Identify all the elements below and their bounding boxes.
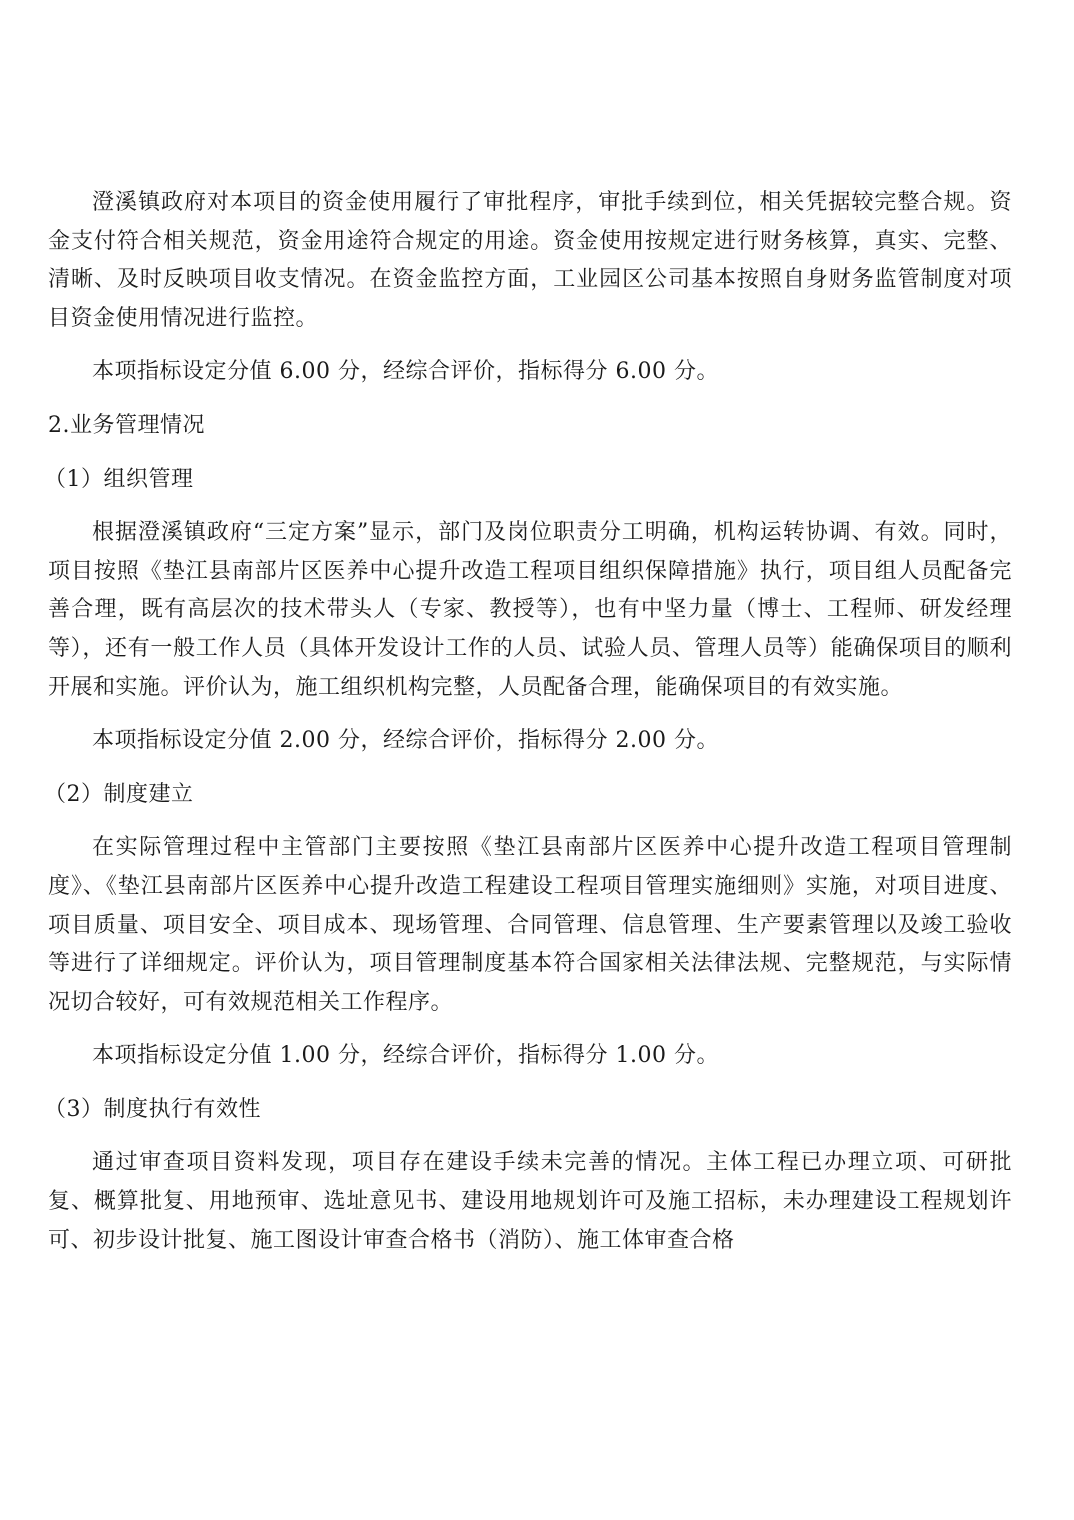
score-line-system-establishment: 本项指标设定分值 1.00 分，经综合评价，指标得分 1.00 分。: [92, 1043, 719, 1069]
paragraph-system-establishment: 在实际管理过程中主管部门主要按照《垫江县南部片区医养中心提升改造工程项目管理制度》、《垫江县南部片区医养中心提升改造工程建设工程项目管理实施细则》实施，对项目进度、项目质量、项目安全、项目成本、现场管理、合同管理、信息管理、生产要素管理以及竣工验收等进行了详细规定。评价认为，项目管理制度基本符合国家相关法律法规、完整规范，与实际情况切合较好，可有效规范相关工作程序。: [48, 835, 1012, 1015]
score-line-fund-usage: 本项指标设定分值 6.00 分，经综合评价，指标得分 6.00 分。: [92, 359, 719, 385]
paragraph-system-execution: 通过审查项目资料发现，项目存在建设手续未完善的情况。主体工程已办理立项、可研批复、概算批复、用地预审、选址意见书、建设用地规划许可及施工招标，未办理建设工程规划许可、初步设计批复、施工图设计审查合格书（消防）、施工体审查合格: [48, 1150, 1012, 1253]
section-heading-business-management: 2.业务管理情况: [48, 412, 205, 438]
subsection-heading-system-establishment: （2）制度建立: [44, 781, 194, 807]
paragraph-fund-usage: 澄溪镇政府对本项目的资金使用履行了审批程序，审批手续到位，相关凭据较完整合规。资金支付符合相关规范，资金用途符合规定的用途。资金使用按规定进行财务核算，真实、完整、清晰、及时反映项目收支情况。在资金监控方面，工业园区公司基本按照自身财务监管制度对项目资金使用情况进行监控。: [48, 190, 1012, 331]
subsection-heading-system-execution: （3）制度执行有效性: [44, 1096, 261, 1122]
subsection-heading-organization: （1）组织管理: [44, 466, 194, 492]
document-page: [44, 184, 1012, 1260]
score-line-organization: 本项指标设定分值 2.00 分，经综合评价，指标得分 2.00 分。: [92, 728, 719, 754]
paragraph-organization: 根据澄溪镇政府“三定方案”显示，部门及岗位职责分工明确，机构运转协调、有效。同时，项目按照《垫江县南部片区医养中心提升改造工程项目组织保障措施》执行，项目组人员配备完善合理，既有高层次的技术带头人（专家、教授等），也有中坚力量（博士、工程师、研发经理等），还有一般工作人员（具体开发设计工作的人员、试验人员、管理人员等）能确保项目的顺利开展和实施。评价认为，施工组织机构完整，人员配备合理，能确保项目的有效实施。: [48, 520, 1012, 700]
